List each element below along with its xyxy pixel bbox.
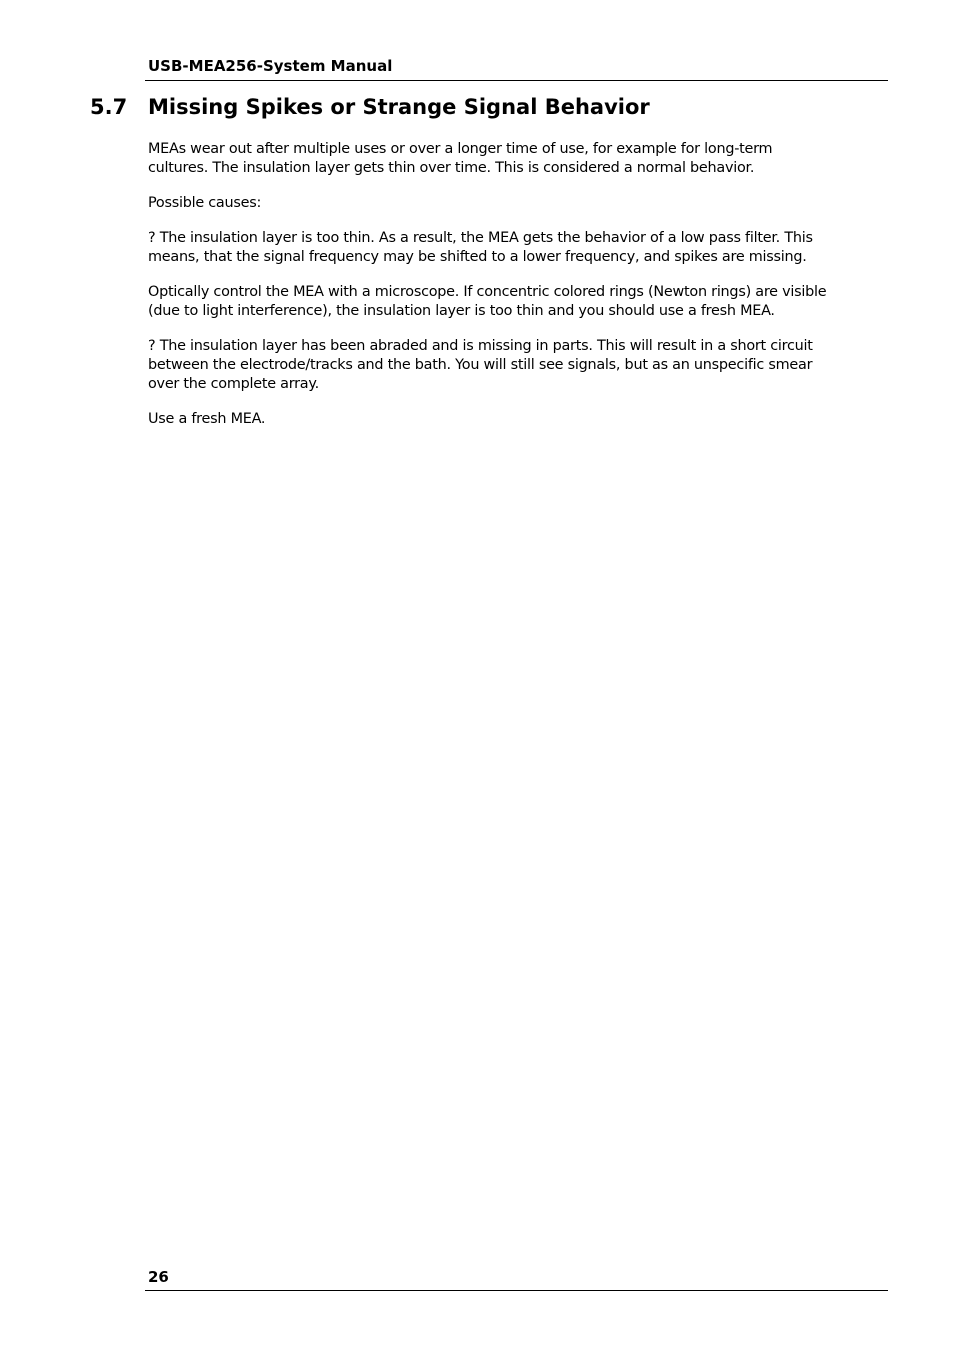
header-divider xyxy=(145,80,888,81)
text-line: Use a fresh MEA. xyxy=(148,411,266,427)
text-line: between the electrode/tracks and the bath. You will still see signals, but as an unspecific smear xyxy=(148,357,813,373)
body-text xyxy=(148,140,886,445)
paragraph-remedy-microscope xyxy=(148,283,886,321)
paragraph-intro xyxy=(148,140,886,178)
text-line: over the complete array. xyxy=(148,376,319,392)
section-title: Missing Spikes or Strange Signal Behavior xyxy=(148,95,650,119)
paragraph-remedy-fresh-mea xyxy=(148,410,886,429)
footer-divider xyxy=(145,1290,888,1291)
text-line: (due to light interference), the insulation layer is too thin and you should use a fresh MEA. xyxy=(148,303,775,319)
paragraph-cause-abraded-layer xyxy=(148,337,886,394)
section-heading xyxy=(90,93,650,121)
text-line: ? The insulation layer has been abraded and is missing in parts. This will result in a short circuit xyxy=(148,338,813,354)
paragraph-cause-thin-layer xyxy=(148,229,886,267)
section-number: 5.7 xyxy=(90,95,128,119)
running-header-title: USB-MEA256-System Manual xyxy=(148,57,393,75)
text-line: means, that the signal frequency may be shifted to a lower frequency, and spikes are missing. xyxy=(148,249,807,265)
text-line: ? The insulation layer is too thin. As a result, the MEA gets the behavior of a low pass filter. This xyxy=(148,230,813,246)
page-number: 26 xyxy=(148,1268,169,1286)
text-line: cultures. The insulation layer gets thin over time. This is considered a normal behavior. xyxy=(148,160,755,176)
text-line: Optically control the MEA with a microscope. If concentric colored rings (Newton rings) are visible xyxy=(148,284,827,300)
text-line: Possible causes: xyxy=(148,195,262,211)
text-line: MEAs wear out after multiple uses or over a longer time of use, for example for long-term xyxy=(148,141,773,157)
paragraph-possible-causes xyxy=(148,194,886,213)
